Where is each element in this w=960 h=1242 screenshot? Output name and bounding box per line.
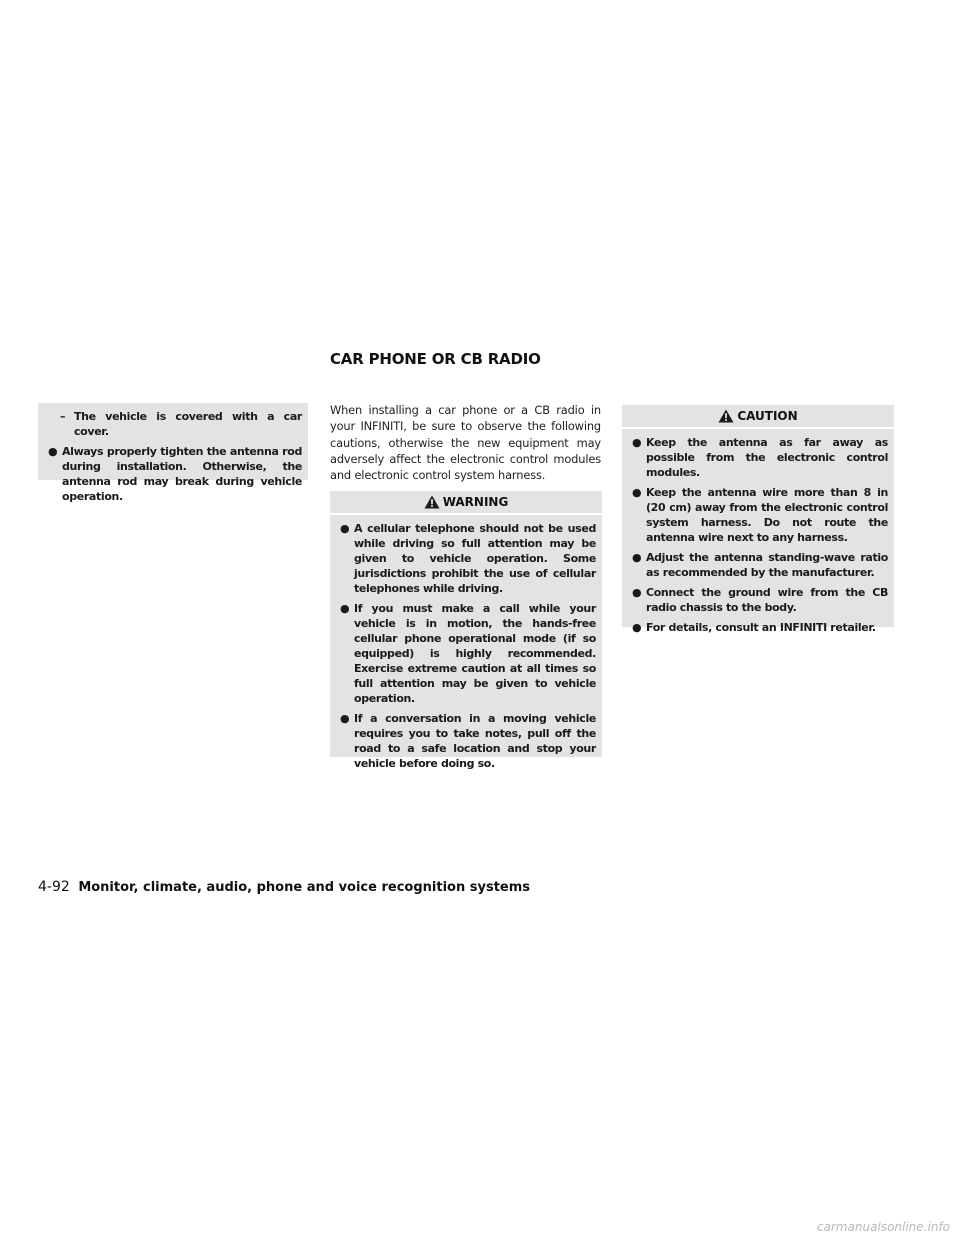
left-note-box bbox=[38, 403, 308, 503]
list-item-text: For details, consult an INFINITI retailer. bbox=[646, 621, 876, 634]
bullet-icon: ● bbox=[632, 621, 642, 634]
bullet-icon: ● bbox=[632, 486, 642, 499]
list-item-text: The vehicle is covered with a car cover. bbox=[74, 410, 302, 438]
bullet-icon: ● bbox=[632, 586, 642, 599]
bullet-icon: ● bbox=[340, 712, 350, 725]
warning-box bbox=[330, 491, 602, 770]
list-item-text: Connect the ground wire from the CB radio chassis to the body. bbox=[646, 586, 888, 614]
bullet-icon: ● bbox=[340, 522, 350, 535]
list-item-text: Adjust the antenna standing-wave ratio as recommended by the manufacturer. bbox=[646, 551, 888, 579]
list-item bbox=[632, 620, 888, 635]
warning-triangle-icon bbox=[718, 409, 734, 423]
list-item-text: If a conversation in a moving vehicle requires you to take notes, pull off the road to a safe location and stop your vehicle before doing so. bbox=[354, 712, 596, 770]
list-item bbox=[632, 485, 888, 545]
list-item bbox=[340, 601, 596, 706]
list-item bbox=[48, 409, 302, 439]
caution-label: CAUTION bbox=[737, 409, 798, 423]
chapter-title: Monitor, climate, audio, phone and voice recognition systems bbox=[78, 880, 531, 895]
list-item bbox=[632, 435, 888, 480]
warning-header bbox=[330, 491, 602, 515]
caution-box bbox=[622, 405, 894, 634]
warning-triangle-icon bbox=[424, 495, 440, 509]
watermark: carmanualsonline.info bbox=[816, 1220, 950, 1234]
intro-paragraph: When installing a car phone or a CB radio in your INFINITI, be sure to observe the following cautions, otherwise the new equipment may adversely affect the electronic control modules and electronic control system harness. bbox=[330, 403, 601, 483]
list-item bbox=[340, 521, 596, 596]
list-item bbox=[48, 444, 302, 504]
dash-bullet: – bbox=[60, 410, 66, 423]
warning-label: WARNING bbox=[442, 495, 509, 509]
page-number: 4-92 bbox=[38, 879, 70, 895]
page-footer bbox=[38, 879, 530, 895]
bullet-icon: ● bbox=[632, 436, 642, 449]
bullet-icon: ● bbox=[340, 602, 350, 615]
list-item-text: Keep the antenna as far away as possible from the electronic control modules. bbox=[646, 436, 888, 479]
list-item-text: A cellular telephone should not be used while driving so full attention may be given to vehicle operation. Some jurisdictions prohibit the use of cellular telephones while driving. bbox=[354, 522, 596, 595]
list-item-text: Always properly tighten the antenna rod during installation. Otherwise, the antenna rod may break during vehicle operation. bbox=[62, 445, 302, 503]
list-item bbox=[340, 711, 596, 771]
list-item-text: Keep the antenna wire more than 8 in (20 cm) away from the electronic control system harness. Do not route the antenna wire next to any harness. bbox=[646, 486, 888, 544]
bullet-icon: ● bbox=[48, 445, 58, 458]
section-title: CAR PHONE OR CB RADIO bbox=[330, 350, 541, 368]
caution-header bbox=[622, 405, 894, 429]
bullet-icon: ● bbox=[632, 551, 642, 564]
list-item-text: If you must make a call while your vehicle is in motion, the hands-free cellular phone operational mode (if so equipped) is highly recommended. Exercise extreme caution at all times so full attention may be given to vehicle operation. bbox=[354, 602, 596, 705]
list-item bbox=[632, 585, 888, 615]
list-item bbox=[632, 550, 888, 580]
